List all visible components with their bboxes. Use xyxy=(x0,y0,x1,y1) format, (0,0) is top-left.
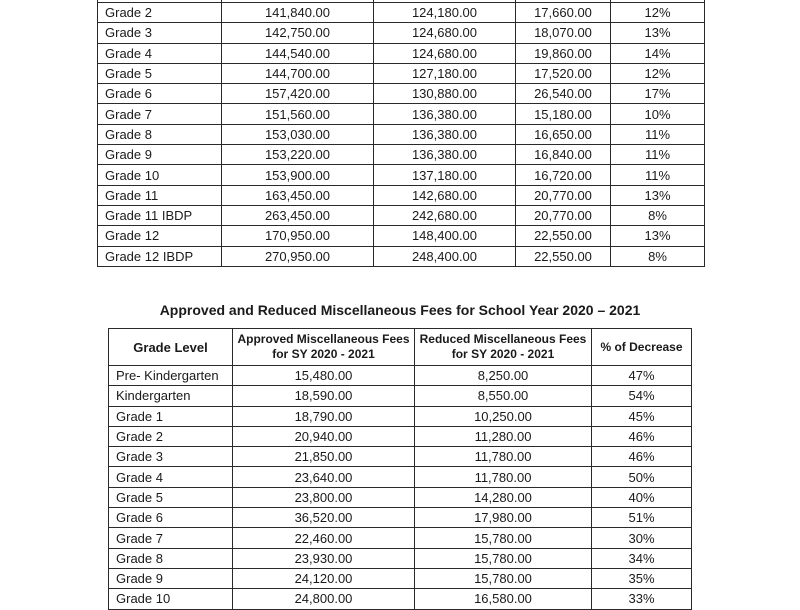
table-row xyxy=(98,3,705,23)
grade-cell: Grade 11 xyxy=(98,185,222,205)
table-row xyxy=(98,205,705,225)
reduced-fee-cell: 11,280.00 xyxy=(415,426,592,446)
grade-cell: Grade 4 xyxy=(109,467,233,487)
header-approved-line1: Approved Miscellaneous Fees xyxy=(237,332,410,346)
reduced-fee-cell: 124,180.00 xyxy=(374,3,516,23)
table-row xyxy=(98,84,705,104)
reduction-amount-cell: 15,180.00 xyxy=(516,104,611,124)
table-row xyxy=(109,508,692,528)
reduction-amount-cell: 22,550.00 xyxy=(516,246,611,266)
grade-cell: Grade 6 xyxy=(109,508,233,528)
grade-cell: Grade 5 xyxy=(98,63,222,83)
approved-fee-cell: 23,800.00 xyxy=(233,487,415,507)
reduction-amount-cell: 19,860.00 xyxy=(516,43,611,63)
header-grade-level: Grade Level xyxy=(109,329,233,366)
reduced-fee-cell: 136,380.00 xyxy=(374,145,516,165)
grade-cell: Grade 6 xyxy=(98,84,222,104)
percent-decrease-cell: 13% xyxy=(611,185,705,205)
approved-fee-cell: 24,120.00 xyxy=(233,568,415,588)
grade-cell: Grade 1 xyxy=(109,406,233,426)
percent-decrease-cell: 12% xyxy=(611,3,705,23)
tuition-fee-cell: 153,220.00 xyxy=(222,145,374,165)
grade-cell: Grade 12 IBDP xyxy=(98,246,222,266)
approved-fee-cell: 15,480.00 xyxy=(233,366,415,386)
reduction-amount-cell: 16,840.00 xyxy=(516,145,611,165)
table-row xyxy=(109,589,692,609)
grade-cell: Grade 3 xyxy=(109,447,233,467)
table-row xyxy=(98,165,705,185)
reduced-fee-cell: 136,380.00 xyxy=(374,104,516,124)
grade-cell: Grade 9 xyxy=(98,145,222,165)
grade-cell: Grade 3 xyxy=(98,23,222,43)
reduced-fee-cell: 130,880.00 xyxy=(374,84,516,104)
grade-cell: Grade 5 xyxy=(109,487,233,507)
percent-decrease-cell: 12% xyxy=(611,63,705,83)
reduced-fee-cell: 11,780.00 xyxy=(415,447,592,467)
reduced-fee-cell: 142,680.00 xyxy=(374,185,516,205)
reduced-fee-cell: 8,550.00 xyxy=(415,386,592,406)
approved-fee-cell: 23,930.00 xyxy=(233,548,415,568)
percent-decrease-cell: 45% xyxy=(592,406,692,426)
tuition-fee-cell: 153,030.00 xyxy=(222,124,374,144)
table-row xyxy=(98,63,705,83)
grade-cell: Grade 11 IBDP xyxy=(98,205,222,225)
reduction-amount-cell: 20,770.00 xyxy=(516,185,611,205)
reduction-amount-cell: 18,070.00 xyxy=(516,23,611,43)
percent-decrease-cell: 34% xyxy=(592,548,692,568)
reduced-fee-cell: 8,250.00 xyxy=(415,366,592,386)
table-row xyxy=(98,124,705,144)
reduced-fee-cell: 10,250.00 xyxy=(415,406,592,426)
reduced-fee-cell: 15,780.00 xyxy=(415,528,592,548)
approved-fee-cell: 18,790.00 xyxy=(233,406,415,426)
reduced-fee-cell: 15,780.00 xyxy=(415,548,592,568)
percent-decrease-cell: 33% xyxy=(592,589,692,609)
tuition-fee-cell: 270,950.00 xyxy=(222,246,374,266)
approved-fee-cell: 23,640.00 xyxy=(233,467,415,487)
percent-decrease-cell: 47% xyxy=(592,366,692,386)
reduction-amount-cell: 26,540.00 xyxy=(516,84,611,104)
percent-decrease-cell: 11% xyxy=(611,165,705,185)
approved-fee-cell: 20,940.00 xyxy=(233,426,415,446)
table-row xyxy=(98,185,705,205)
reduction-amount-cell: 17,520.00 xyxy=(516,63,611,83)
tuition-fee-cell: 144,700.00 xyxy=(222,63,374,83)
table-row xyxy=(109,386,692,406)
reduced-fee-cell: 15,780.00 xyxy=(415,568,592,588)
percent-decrease-cell: 8% xyxy=(611,246,705,266)
tuition-fee-cell: 151,560.00 xyxy=(222,104,374,124)
reduced-fee-cell: 248,400.00 xyxy=(374,246,516,266)
reduced-fee-cell: 242,680.00 xyxy=(374,205,516,225)
table-row xyxy=(98,145,705,165)
reduced-fee-cell: 127,180.00 xyxy=(374,63,516,83)
table-row xyxy=(109,467,692,487)
grade-cell: Pre- Kindergarten xyxy=(109,366,233,386)
percent-decrease-cell: 11% xyxy=(611,124,705,144)
reduced-fee-cell: 136,380.00 xyxy=(374,124,516,144)
percent-decrease-cell: 17% xyxy=(611,84,705,104)
approved-fee-cell: 22,460.00 xyxy=(233,528,415,548)
grade-cell: Grade 10 xyxy=(109,589,233,609)
percent-decrease-cell: 13% xyxy=(611,23,705,43)
percent-decrease-cell: 40% xyxy=(592,487,692,507)
tuition-fee-cell: 170,950.00 xyxy=(222,226,374,246)
approved-fee-cell: 21,850.00 xyxy=(233,447,415,467)
tuition-fee-cell: 163,450.00 xyxy=(222,185,374,205)
reduction-amount-cell: 16,650.00 xyxy=(516,124,611,144)
percent-decrease-cell: 50% xyxy=(592,467,692,487)
percent-decrease-cell: 11% xyxy=(611,145,705,165)
tuition-fee-cell: 142,750.00 xyxy=(222,23,374,43)
reduction-amount-cell: 17,660.00 xyxy=(516,3,611,23)
table-row xyxy=(109,548,692,568)
approved-fee-cell: 36,520.00 xyxy=(233,508,415,528)
table-row xyxy=(98,104,705,124)
table-row xyxy=(109,406,692,426)
percent-decrease-cell: 35% xyxy=(592,568,692,588)
grade-cell: Grade 2 xyxy=(98,3,222,23)
grade-cell: Grade 7 xyxy=(109,528,233,548)
grade-cell: Grade 9 xyxy=(109,568,233,588)
percent-decrease-cell: 54% xyxy=(592,386,692,406)
table-row xyxy=(109,487,692,507)
reduced-fee-cell: 16,580.00 xyxy=(415,589,592,609)
percent-decrease-cell: 46% xyxy=(592,426,692,446)
reduced-fee-cell: 17,980.00 xyxy=(415,508,592,528)
table-row xyxy=(98,43,705,63)
reduced-fee-cell: 137,180.00 xyxy=(374,165,516,185)
grade-cell: Grade 10 xyxy=(98,165,222,185)
table-row xyxy=(98,23,705,43)
table-row xyxy=(109,426,692,446)
table-row xyxy=(98,226,705,246)
percent-decrease-cell: 13% xyxy=(611,226,705,246)
reduced-fee-cell: 14,280.00 xyxy=(415,487,592,507)
header-reduced-fees xyxy=(415,329,592,366)
table-row xyxy=(109,568,692,588)
percent-decrease-cell: 30% xyxy=(592,528,692,548)
header-row xyxy=(109,329,692,366)
reduction-amount-cell: 20,770.00 xyxy=(516,205,611,225)
reduced-fee-cell: 11,780.00 xyxy=(415,467,592,487)
header-reduced-line1: Reduced Miscellaneous Fees xyxy=(419,332,587,346)
grade-cell: Kindergarten xyxy=(109,386,233,406)
grade-cell: Grade 8 xyxy=(98,124,222,144)
header-approved-line2: for SY 2020 - 2021 xyxy=(272,347,375,361)
percent-decrease-cell: 46% xyxy=(592,447,692,467)
tuition-fee-cell: 157,420.00 xyxy=(222,84,374,104)
reduced-fee-cell: 124,680.00 xyxy=(374,43,516,63)
percent-decrease-cell: 10% xyxy=(611,104,705,124)
percent-decrease-cell: 14% xyxy=(611,43,705,63)
misc-fees-table xyxy=(108,328,692,610)
reduced-fee-cell: 124,680.00 xyxy=(374,23,516,43)
tuition-fee-cell: 141,840.00 xyxy=(222,3,374,23)
approved-fee-cell: 24,800.00 xyxy=(233,589,415,609)
tuition-fees-table-body xyxy=(98,0,705,266)
percent-decrease-cell: 51% xyxy=(592,508,692,528)
table-row xyxy=(109,447,692,467)
tuition-fees-table xyxy=(97,0,705,267)
reduction-amount-cell: 16,720.00 xyxy=(516,165,611,185)
misc-fees-table-body xyxy=(109,366,692,610)
header-percent-decrease: % of Decrease xyxy=(592,329,692,366)
table-row xyxy=(98,246,705,266)
tuition-fee-cell: 263,450.00 xyxy=(222,205,374,225)
tuition-fee-cell: 153,900.00 xyxy=(222,165,374,185)
reduced-fee-cell: 148,400.00 xyxy=(374,226,516,246)
table-row xyxy=(109,366,692,386)
approved-fee-cell: 18,590.00 xyxy=(233,386,415,406)
reduction-amount-cell: 22,550.00 xyxy=(516,226,611,246)
misc-fees-title: Approved and Reduced Miscellaneous Fees for School Year 2020 – 2021 xyxy=(159,302,641,318)
grade-cell: Grade 12 xyxy=(98,226,222,246)
header-reduced-line2: for SY 2020 - 2021 xyxy=(451,347,555,361)
table-row xyxy=(109,528,692,548)
tuition-fee-cell: 144,540.00 xyxy=(222,43,374,63)
grade-cell: Grade 8 xyxy=(109,548,233,568)
grade-cell: Grade 2 xyxy=(109,426,233,446)
grade-cell: Grade 7 xyxy=(98,104,222,124)
header-approved-fees xyxy=(233,329,415,366)
grade-cell: Grade 4 xyxy=(98,43,222,63)
percent-decrease-cell: 8% xyxy=(611,205,705,225)
